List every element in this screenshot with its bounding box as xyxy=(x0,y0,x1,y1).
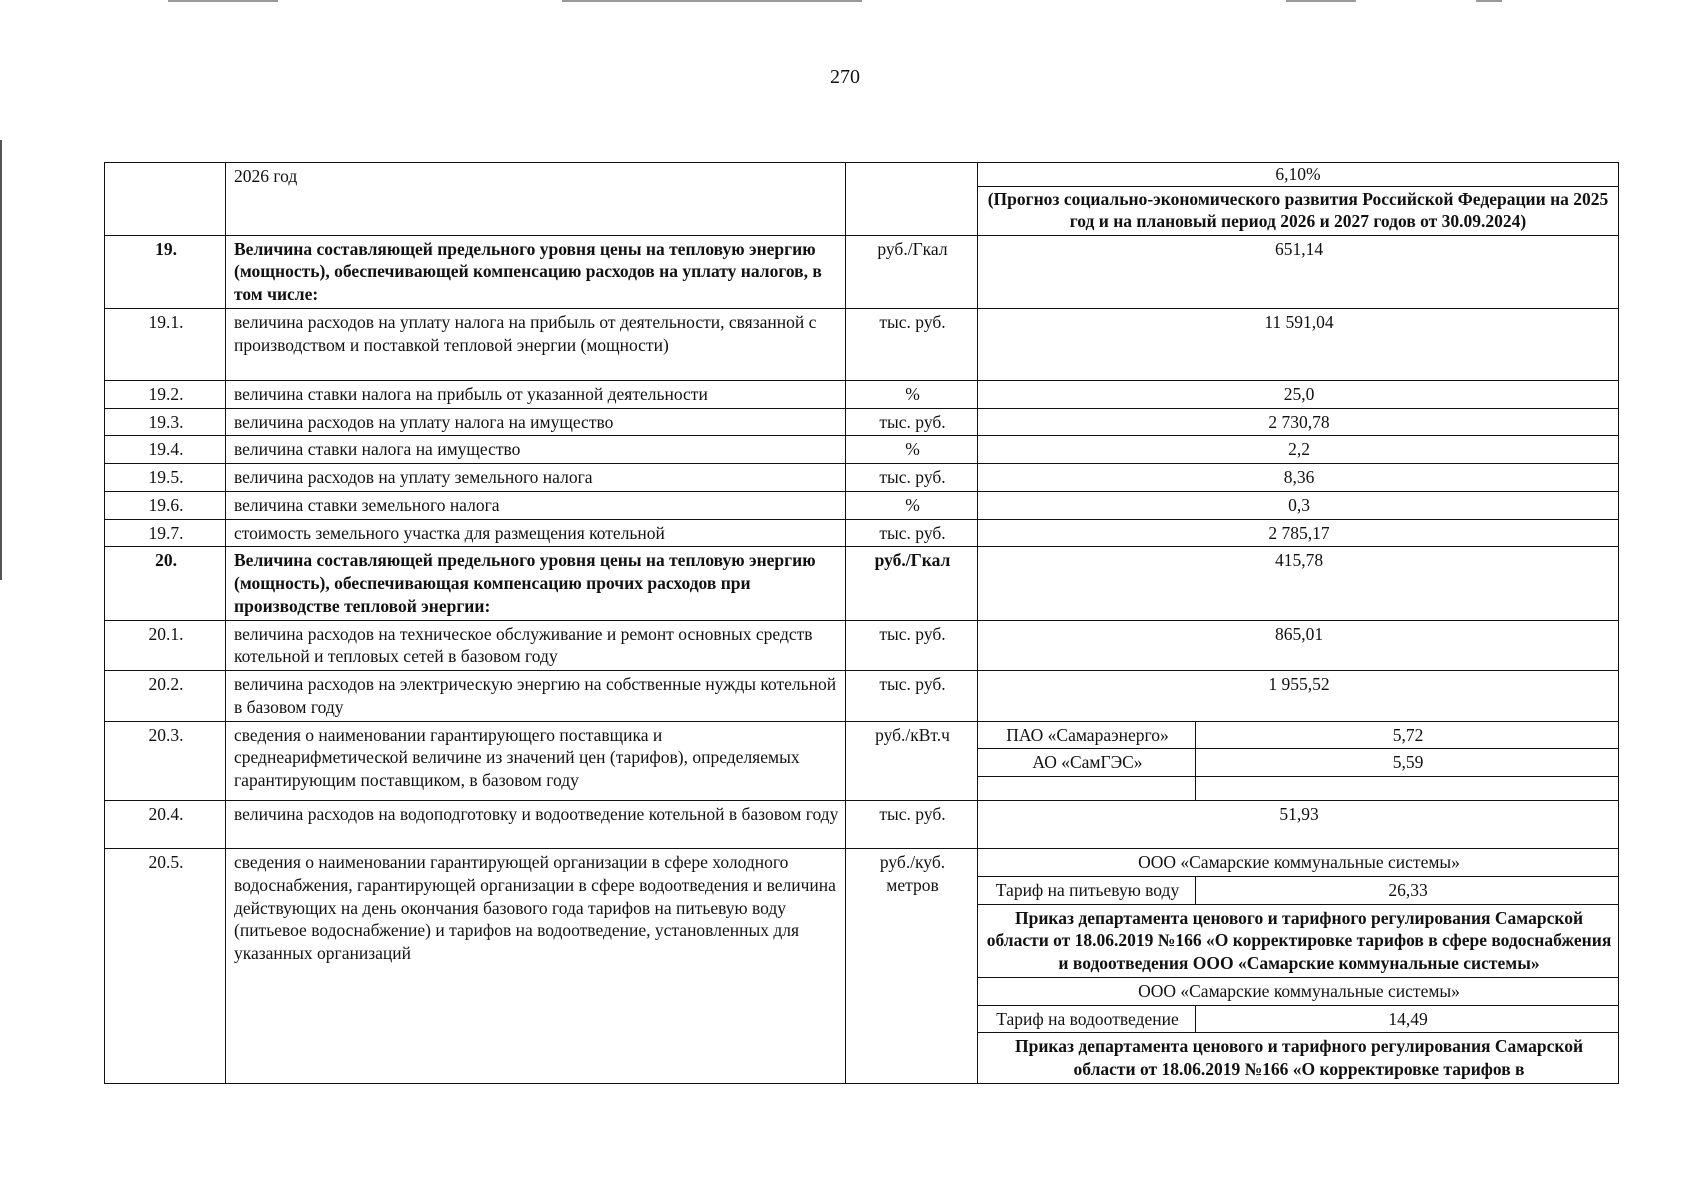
row-description: величина расходов на уплату земельного налога xyxy=(226,464,846,492)
order-reference: Приказ департамента ценового и тарифного регулирования Самарской области от 18.06.2019 №166 «О корректировке тарифов в сфере водоснабжения и водоотведения ООО «Самарские коммунальные системы» xyxy=(978,904,1619,977)
scan-artifact xyxy=(1476,0,1502,2)
order-reference: Приказ департамента ценового и тарифного регулирования Самарской области от 18.06.2019 №166 «О корректировке тарифов в xyxy=(978,1033,1619,1084)
tariff-label: Тариф на питьевую воду xyxy=(978,876,1196,904)
table-row xyxy=(105,721,1619,749)
row-description: величина расходов на электрическую энергию на собственные нужды котельной в базовом году xyxy=(226,671,846,722)
scan-artifact xyxy=(562,0,862,2)
row-number: 20.1. xyxy=(105,620,226,671)
table-row xyxy=(105,163,1619,187)
empty-cell xyxy=(978,777,1196,801)
row-description: величина ставки налога на прибыль от указанной деятельности xyxy=(226,380,846,408)
supplier-price: 5,72 xyxy=(1196,721,1619,749)
row-unit: руб./куб. метров xyxy=(846,849,978,1084)
page-number: 270 xyxy=(830,66,860,88)
row-value: 2 730,78 xyxy=(978,408,1619,436)
row-value: 0,3 xyxy=(978,491,1619,519)
row-value: 6,10% xyxy=(978,163,1619,187)
row-number: 19. xyxy=(105,235,226,308)
empty-cell xyxy=(1196,777,1619,801)
row-description: сведения о наименовании гарантирующей организации в сфере холодного водоснабжения, гарантирующей организации в сфере водоотведения и величина действующих на день окончания базового года тарифов на питьевую воду (питьевое водоснабжение) и тарифов на водоотведение, установленных для указанных организаций xyxy=(226,849,846,1084)
row-number: 20.3. xyxy=(105,721,226,801)
row-description: величина расходов на водоподготовку и водоотведение котельной в базовом году xyxy=(226,801,846,849)
table-row xyxy=(105,464,1619,492)
row-number: 20.2. xyxy=(105,671,226,722)
row-description: величина расходов на уплату налога на прибыль от деятельности, связанной с производством и поставкой тепловой энергии (мощности) xyxy=(226,308,846,380)
row-description: величина ставки земельного налога xyxy=(226,491,846,519)
row-unit: руб./кВт.ч xyxy=(846,721,978,801)
row-description: величина расходов на техническое обслуживание и ремонт основных средств котельной и тепловых сетей в базовом году xyxy=(226,620,846,671)
row-description: Величина составляющей предельного уровня цены на тепловую энергию (мощность), обеспечивающая компенсацию прочих расходов при производстве тепловой энергии: xyxy=(226,547,846,620)
table-row xyxy=(105,620,1619,671)
supplier-price: 5,59 xyxy=(1196,749,1619,777)
row-number xyxy=(105,163,226,236)
row-description: величина расходов на уплату налога на имущество xyxy=(226,408,846,436)
row-value: 2,2 xyxy=(978,436,1619,464)
row-description: величина ставки налога на имущество xyxy=(226,436,846,464)
row-number: 20. xyxy=(105,547,226,620)
row-unit: % xyxy=(846,380,978,408)
row-value: 11 591,04 xyxy=(978,308,1619,380)
row-value: 1 955,52 xyxy=(978,671,1619,722)
row-value: 8,36 xyxy=(978,464,1619,492)
row-unit: тыс. руб. xyxy=(846,408,978,436)
row-unit: тыс. руб. xyxy=(846,801,978,849)
row-unit: тыс. руб. xyxy=(846,671,978,722)
table-row xyxy=(105,380,1619,408)
row-value: 415,78 xyxy=(978,547,1619,620)
row-number: 19.5. xyxy=(105,464,226,492)
row-number: 19.4. xyxy=(105,436,226,464)
table-row xyxy=(105,849,1619,877)
supplier-name: АО «СамГЭС» xyxy=(978,749,1196,777)
row-unit: % xyxy=(846,491,978,519)
row-description: Величина составляющей предельного уровня цены на тепловую энергию (мощность), обеспечивающей компенсацию расходов на уплату налогов, в том числе: xyxy=(226,235,846,308)
row-description: 2026 год xyxy=(226,163,846,236)
row-number: 20.4. xyxy=(105,801,226,849)
scan-edge xyxy=(0,140,2,580)
table-row xyxy=(105,308,1619,380)
organization-name: ООО «Самарские коммунальные системы» xyxy=(978,977,1619,1005)
table-row xyxy=(105,671,1619,722)
tariff-value: 14,49 xyxy=(1196,1005,1619,1033)
tariff-table xyxy=(104,162,1619,1084)
table-row xyxy=(105,801,1619,849)
scan-artifact xyxy=(168,0,278,2)
row-unit: тыс. руб. xyxy=(846,519,978,547)
tariff-label: Тариф на водоотведение xyxy=(978,1005,1196,1033)
row-value: 865,01 xyxy=(978,620,1619,671)
row-description: стоимость земельного участка для размещения котельной xyxy=(226,519,846,547)
row-description: сведения о наименовании гарантирующего поставщика и среднеарифметической величине из значений цен (тарифов), определяемых гарантирующим поставщиком, в базовом году xyxy=(226,721,846,801)
row-value: 25,0 xyxy=(978,380,1619,408)
row-unit: руб./Гкал xyxy=(846,235,978,308)
row-number: 19.6. xyxy=(105,491,226,519)
organization-name: ООО «Самарские коммунальные системы» xyxy=(978,849,1619,877)
scan-artifact xyxy=(1286,0,1356,2)
row-number: 19.1. xyxy=(105,308,226,380)
row-unit: руб./Гкал xyxy=(846,547,978,620)
row-value: 651,14 xyxy=(978,235,1619,308)
row-unit: тыс. руб. xyxy=(846,308,978,380)
tariff-value: 26,33 xyxy=(1196,876,1619,904)
supplier-name: ПАО «Самараэнерго» xyxy=(978,721,1196,749)
table-row xyxy=(105,408,1619,436)
table-row xyxy=(105,491,1619,519)
row-number: 20.5. xyxy=(105,849,226,1084)
row-unit xyxy=(846,163,978,236)
row-value: 51,93 xyxy=(978,801,1619,849)
table-row xyxy=(105,547,1619,620)
forecast-source: (Прогноз социально-экономического развития Российской Федерации на 2025 год и на плановый период 2026 и 2027 годов от 30.09.2024) xyxy=(978,186,1619,235)
row-number: 19.3. xyxy=(105,408,226,436)
row-number: 19.2. xyxy=(105,380,226,408)
table-row xyxy=(105,235,1619,308)
row-unit: тыс. руб. xyxy=(846,620,978,671)
row-value: 2 785,17 xyxy=(978,519,1619,547)
table-row xyxy=(105,436,1619,464)
row-unit: тыс. руб. xyxy=(846,464,978,492)
table-row xyxy=(105,519,1619,547)
row-number: 19.7. xyxy=(105,519,226,547)
row-unit: % xyxy=(846,436,978,464)
